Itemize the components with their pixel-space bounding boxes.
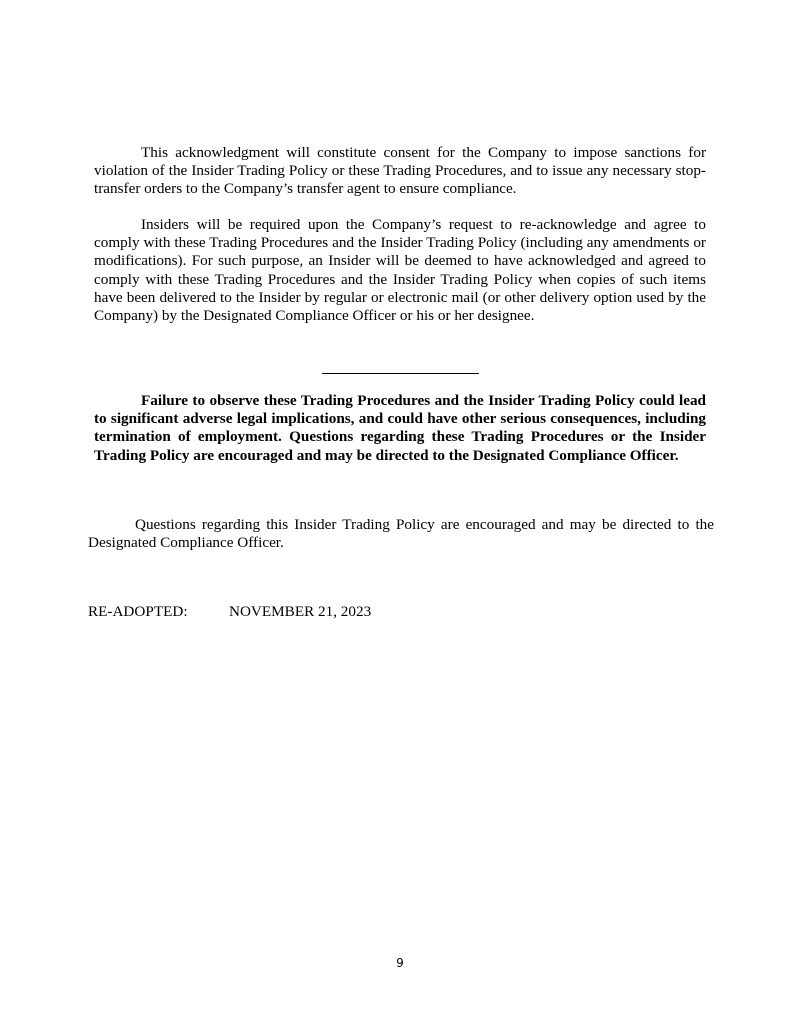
page-number: 9 [396,956,404,970]
adoption-date: NOVEMBER 21, 2023 [229,603,372,620]
adoption-label: RE-ADOPTED: [88,603,188,620]
re-acknowledgment-paragraph: Insiders will be required upon the Company’s request to re-acknowledge and agree to comply with these Trading Procedures and the Insider Trading Policy (including any amendments or modifications). For such purpose, an Insider will be deemed to have acknowledged and agreed to comply with these Trading Procedures and the Insider Trading Policy when copies of such items have been delivered to the Insider by regular or electronic mail (or other delivery option used by the Company) by the Designated Compliance Officer or his or her designee. [94,216,706,325]
warning-paragraph: Failure to observe these Trading Procedures and the Insider Trading Policy could lead to significant adverse legal implications, and could have other serious consequences, including termination of employment. Questions regarding these Trading Procedures or the Insider Trading Policy are encouraged and may be directed to the Designated Compliance Officer. [94,392,706,464]
section-divider [322,373,479,374]
closing-paragraph: Questions regarding this Insider Trading Policy are encouraged and may be directed to the Designated Compliance Officer. [88,516,714,552]
acknowledgment-paragraph: This acknowledgment will constitute consent for the Company to impose sanctions for violation of the Insider Trading Policy or these Trading Procedures, and to issue any necessary stop-transfer orders to the Company’s transfer agent to ensure compliance. [94,144,706,198]
adoption-line [88,603,371,621]
